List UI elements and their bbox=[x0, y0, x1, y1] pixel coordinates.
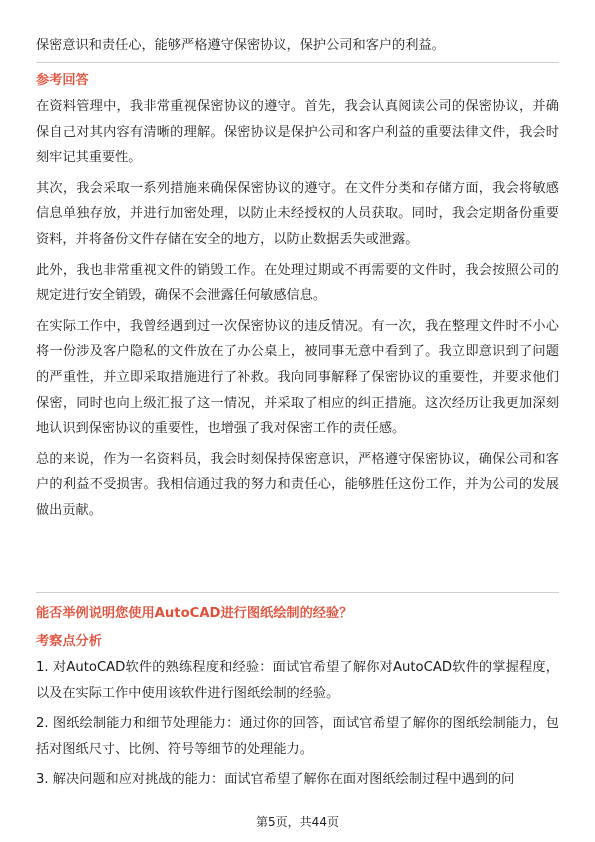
analysis-item: 2. 图纸绘制能力和细节处理能力：通过你的回答，面试官希望了解你的图纸绘制能力，包括对图纸尺寸、比例、符号等细节的处理能力。 bbox=[36, 716, 559, 757]
answer-body bbox=[36, 94, 559, 529]
intro-text: 保密意识和责任心，能够严格遵守保密协议，保护公司和客户的利益。 bbox=[36, 38, 445, 53]
answer-paragraph: 其次，我会采取一系列措施来确保保密协议的遵守。在文件分类和存储方面，我会将敏感信息单独存放，并进行加密处理，以防止未经授权的人员获取。同时，我会定期备份重要资料，并将备份文件存储在安全的地方，以防止数据丢失或泄露。 bbox=[36, 180, 559, 247]
page-number: 第5页，共44页 bbox=[256, 815, 339, 829]
answer-paragraph: 总的来说，作为一名资料员，我会时刻保持保密意识，严格遵守保密协议，确保公司和客户的利益不受损害。我相信通过我的努力和责任心，能够胜任这份工作，并为公司的发展做出贡献。 bbox=[36, 451, 559, 518]
answer-paragraph: 此外，我也非常重视文件的销毁工作。在处理过期或不再需要的文件时，我会按照公司的规定进行安全销毁，确保不会泄露任何敏感信息。 bbox=[36, 262, 559, 304]
analysis-body bbox=[36, 655, 559, 798]
section-divider bbox=[36, 592, 559, 593]
answer-paragraph: 在实际工作中，我曾经遇到过一次保密协议的违反情况。有一次，我在整理文件时不小心将一份涉及客户隐私的文件放在了办公桌上，被同事无意中看到了。我立即意识到了问题的严重性，并立即采取措施进行了补救。我向同事解释了保密协议的重要性，并要求他们保密，同时也向上级汇报了这一情况，并采取了相应的纠正措施。这次经历让我更加深刻地认识到保密协议的重要性，也增强了我对保密工作的责任感。 bbox=[36, 318, 559, 437]
analysis-item: 1. 对AutoCAD软件的熟练程度和经验：面试官希望了解你对AutoCAD软件的掌握程度，以及在实际工作中使用该软件进行图纸绘制的经验。 bbox=[36, 660, 559, 701]
section-divider bbox=[36, 62, 559, 63]
answer-paragraph: 在资料管理中，我非常重视保密协议的遵守。首先，我会认真阅读公司的保密协议，并确保自己对其内容有清晰的理解。保密协议是保护公司和客户利益的重要法律文件，我会时刻牢记其重要性。 bbox=[36, 99, 559, 166]
analysis-item: 3. 解决问题和应对挑战的能力：面试官希望了解你在面对图纸绘制过程中遇到的问 bbox=[36, 772, 515, 788]
answer-label: 参考回答 bbox=[36, 73, 89, 88]
analysis-label: 考察点分析 bbox=[36, 634, 102, 649]
question-heading: 能否举例说明您使用AutoCAD进行图纸绘制的经验？ bbox=[36, 606, 353, 621]
